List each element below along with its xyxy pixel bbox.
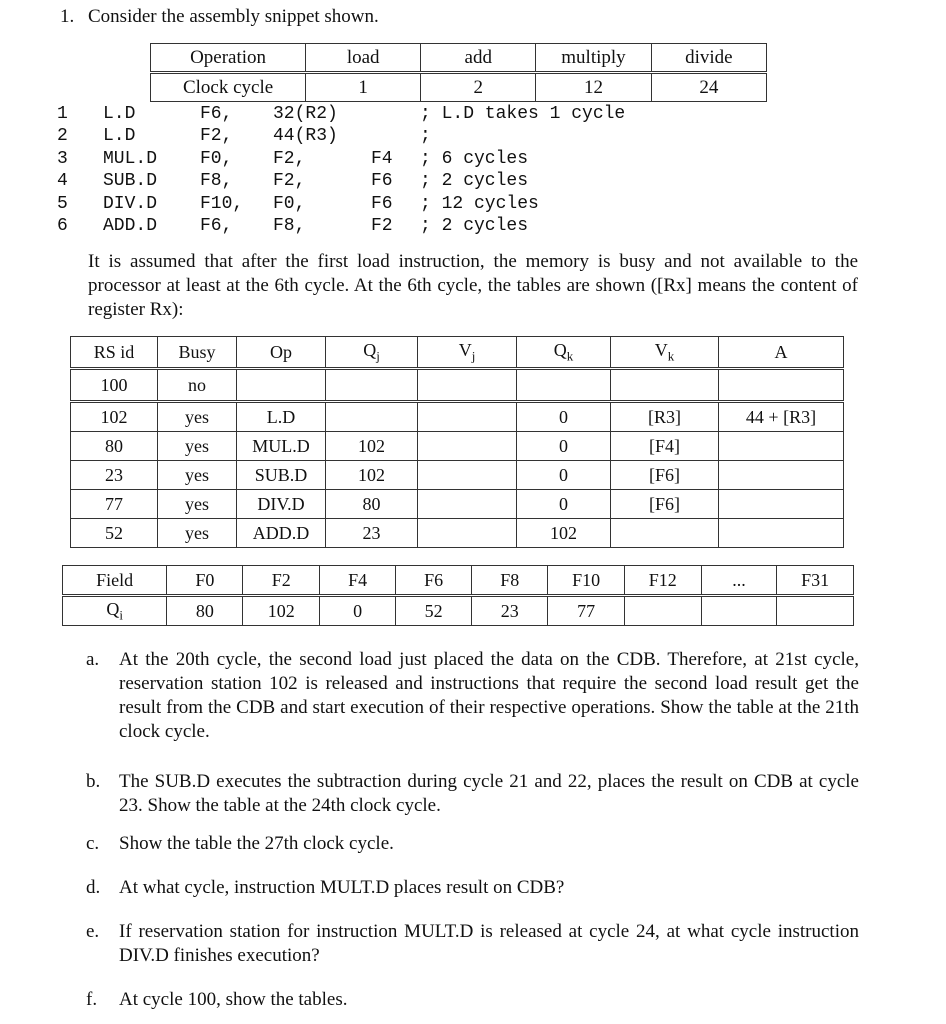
- rs-cell-qj: 102: [326, 461, 418, 490]
- code-line-number: 4: [57, 171, 68, 192]
- question-text: At cycle 100, show the tables.: [119, 989, 348, 1010]
- rs-row: [71, 461, 844, 490]
- cycle-table-header-cell: Operation: [151, 44, 306, 73]
- reg-qi-cell: $Q_i$: [63, 596, 167, 626]
- code-comment: ;: [420, 126, 431, 147]
- question-text: If reservation station for instruction MULT.D is released at cycle 24, at what cycle instruction DIV.D finishes execution?: [119, 921, 859, 966]
- rs-cell-qk: 102: [517, 519, 611, 548]
- reg-qi-cell: [701, 596, 777, 626]
- rs-header-vk: [611, 337, 719, 369]
- cycle-table-header-cell: load: [306, 44, 421, 73]
- rs-header-vj-text: $V_j$: [458, 339, 476, 364]
- question-text: Show the table the 27th clock cycle.: [119, 833, 394, 854]
- rs-cell-a: [719, 461, 844, 490]
- cycle-table-cell: 1: [306, 73, 421, 102]
- rs-row: [71, 369, 844, 402]
- rs-cell-busy: no: [158, 369, 237, 402]
- rs-cell-a: 44 + [R3]: [719, 402, 844, 432]
- rs-header-qk-text: $Q_k$: [553, 339, 574, 364]
- code-line-number: 3: [57, 148, 68, 169]
- rs-cell-busy: yes: [158, 490, 237, 519]
- cycle-table-cell: 2: [421, 73, 536, 102]
- code-line-number: 1: [57, 104, 68, 124]
- rs-header-a: A: [719, 337, 844, 369]
- rs-cell-vj: [418, 369, 517, 402]
- rs-cell-vj: [418, 461, 517, 490]
- question-label: c.: [86, 833, 100, 854]
- reg-qi-cell: 23: [472, 596, 548, 626]
- rs-header-vk-text: $V_k$: [654, 339, 675, 364]
- code-operand: 44(R3): [273, 126, 338, 147]
- cycle-table-header-cell: divide: [651, 44, 766, 73]
- question-intro: Consider the assembly snippet shown.: [88, 6, 379, 27]
- rs-cell-rs-id: 100: [71, 369, 158, 402]
- code-operand: F0,: [200, 148, 233, 169]
- register-status-table: [62, 565, 854, 626]
- assumption-paragraph: It is assumed that after the first load instruction, the memory is busy and not available to the processor at least at the 6th cycle. At the 6th cycle, the tables are shown ([Rx] means the content of register Rx):: [88, 251, 858, 320]
- code-comment: ; L.D takes 1 cycle: [420, 104, 626, 124]
- rs-cell-vj: [418, 432, 517, 461]
- rs-header-op: Op: [237, 337, 326, 369]
- rs-cell-qk: 0: [517, 461, 611, 490]
- code-comment: ; 6 cycles: [420, 148, 529, 169]
- rs-cell-vj: [418, 519, 517, 548]
- rs-cell-op: SUB.D: [237, 461, 326, 490]
- code-opcode: SUB.D: [103, 171, 158, 192]
- rs-cell-busy: yes: [158, 402, 237, 432]
- reg-field-cell: Field: [63, 566, 167, 596]
- code-opcode: MUL.D: [103, 148, 158, 169]
- rs-cell-vk: [611, 369, 719, 402]
- rs-cell-vj: [418, 402, 517, 432]
- rs-cell-a: [719, 519, 844, 548]
- reservation-station-table: [70, 336, 844, 548]
- rs-row: [71, 519, 844, 548]
- rs-cell-vk: [F6]: [611, 461, 719, 490]
- cycle-table-header-row: [151, 44, 767, 73]
- code-line-number: 2: [57, 126, 68, 147]
- reg-field-cell: F2: [243, 566, 320, 596]
- rs-cell-a: [719, 369, 844, 402]
- rs-cell-qk: 0: [517, 432, 611, 461]
- code-opcode: L.D: [103, 126, 136, 147]
- code-operand: F6,: [200, 104, 233, 124]
- code-line-number: 5: [57, 193, 68, 214]
- rs-row: [71, 432, 844, 461]
- code-comment: ; 12 cycles: [420, 193, 539, 214]
- code-operand: F6,: [200, 216, 233, 236]
- rs-row: [71, 402, 844, 432]
- rs-cell-vk: [F6]: [611, 490, 719, 519]
- reg-qi-cell: 0: [320, 596, 396, 626]
- code-opcode: ADD.D: [103, 216, 158, 236]
- rs-cell-qk: [517, 369, 611, 402]
- code-opcode: L.D: [103, 104, 136, 124]
- rs-cell-a: [719, 490, 844, 519]
- cycle-table-header-cell: add: [421, 44, 536, 73]
- reg-qi-cell: 52: [396, 596, 472, 626]
- code-comment: ; 2 cycles: [420, 216, 529, 236]
- reg-field-cell: ...: [701, 566, 777, 596]
- cycle-table-cell: Clock cycle: [151, 73, 306, 102]
- rs-cell-qk: 0: [517, 490, 611, 519]
- rs-cell-op: L.D: [237, 402, 326, 432]
- code-operand: F6: [371, 171, 393, 192]
- rs-cell-qj: 80: [326, 490, 418, 519]
- code-operand: F2,: [273, 171, 306, 192]
- code-operand: F8,: [273, 216, 306, 236]
- reg-field-cell: F4: [320, 566, 396, 596]
- question-text: At the 20th cycle, the second load just placed the data on the CDB. Therefore, at 21st cycle, reservation station 102 is released and instructions that require the second load result get the result from the CDB and start execution of their respective operations. Show the table at the 21th clock cycle.: [119, 649, 859, 742]
- rs-cell-rs-id: 80: [71, 432, 158, 461]
- rs-cell-vk: [F4]: [611, 432, 719, 461]
- rs-row: [71, 490, 844, 519]
- code-line-number: 6: [57, 216, 68, 236]
- rs-cell-vk: [R3]: [611, 402, 719, 432]
- question-number: 1.: [60, 6, 75, 27]
- question-label: a.: [86, 649, 100, 670]
- reg-qi-cell: [624, 596, 701, 626]
- cycle-table-row: [151, 73, 767, 102]
- rs-header-qj: [326, 337, 418, 369]
- reg-field-cell: F12: [624, 566, 701, 596]
- question-label: b.: [86, 771, 101, 792]
- code-operand: F2: [371, 216, 393, 236]
- rs-cell-op: MUL.D: [237, 432, 326, 461]
- cycle-table-cell: 12: [536, 73, 651, 102]
- rs-header-qk: [517, 337, 611, 369]
- rs-cell-vk: [611, 519, 719, 548]
- reg-qi-cell: 80: [167, 596, 243, 626]
- reg-field-cell: F0: [167, 566, 243, 596]
- code-operand: F10,: [200, 193, 244, 214]
- question-label: e.: [86, 921, 100, 942]
- code-comment: ; 2 cycles: [420, 171, 529, 192]
- rs-cell-rs-id: 102: [71, 402, 158, 432]
- reg-qi-cell: 102: [243, 596, 320, 626]
- code-operand: F8,: [200, 171, 233, 192]
- rs-cell-qj: [326, 402, 418, 432]
- code-operand: F2,: [273, 148, 306, 169]
- rs-cell-a: [719, 432, 844, 461]
- rs-cell-qk: 0: [517, 402, 611, 432]
- rs-cell-qj: [326, 369, 418, 402]
- rs-cell-busy: yes: [158, 461, 237, 490]
- rs-header-rs-id: RS id: [71, 337, 158, 369]
- cycle-table-cell: 24: [651, 73, 766, 102]
- rs-header-row: [71, 337, 844, 369]
- rs-cell-rs-id: 23: [71, 461, 158, 490]
- question-text: At what cycle, instruction MULT.D places result on CDB?: [119, 877, 565, 898]
- question-text: The SUB.D executes the subtraction during cycle 21 and 22, places the result on CDB at cycle 23. Show the table at the 24th clock cycle.: [119, 771, 859, 816]
- clock-cycle-table: [150, 43, 767, 102]
- rs-cell-qj: 102: [326, 432, 418, 461]
- code-operand: F6: [371, 193, 393, 214]
- rs-cell-op: ADD.D: [237, 519, 326, 548]
- question-label: f.: [86, 989, 98, 1010]
- rs-cell-op: DIV.D: [237, 490, 326, 519]
- rs-cell-rs-id: 52: [71, 519, 158, 548]
- reg-qi-cell: 77: [548, 596, 625, 626]
- question-label: d.: [86, 877, 101, 898]
- reg-field-cell: F8: [472, 566, 548, 596]
- code-operand: F2,: [200, 126, 233, 147]
- reg-field-cell: F6: [396, 566, 472, 596]
- reg-field-row: [63, 566, 854, 596]
- rs-cell-qj: 23: [326, 519, 418, 548]
- reg-qi-row: [63, 596, 854, 626]
- reg-qi-cell: [777, 596, 854, 626]
- rs-cell-busy: yes: [158, 432, 237, 461]
- rs-cell-rs-id: 77: [71, 490, 158, 519]
- code-operand: F4: [371, 148, 393, 169]
- code-operand: F0,: [273, 193, 306, 214]
- rs-cell-busy: yes: [158, 519, 237, 548]
- code-operand: 32(R2): [273, 104, 338, 124]
- code-opcode: DIV.D: [103, 193, 158, 214]
- rs-cell-vj: [418, 490, 517, 519]
- reg-field-cell: F10: [548, 566, 625, 596]
- cycle-table-header-cell: multiply: [536, 44, 651, 73]
- rs-header-busy: Busy: [158, 337, 237, 369]
- reg-field-cell: F31: [777, 566, 854, 596]
- rs-cell-op: [237, 369, 326, 402]
- rs-header-qj-text: $Q_j$: [363, 339, 380, 364]
- rs-header-vj: [418, 337, 517, 369]
